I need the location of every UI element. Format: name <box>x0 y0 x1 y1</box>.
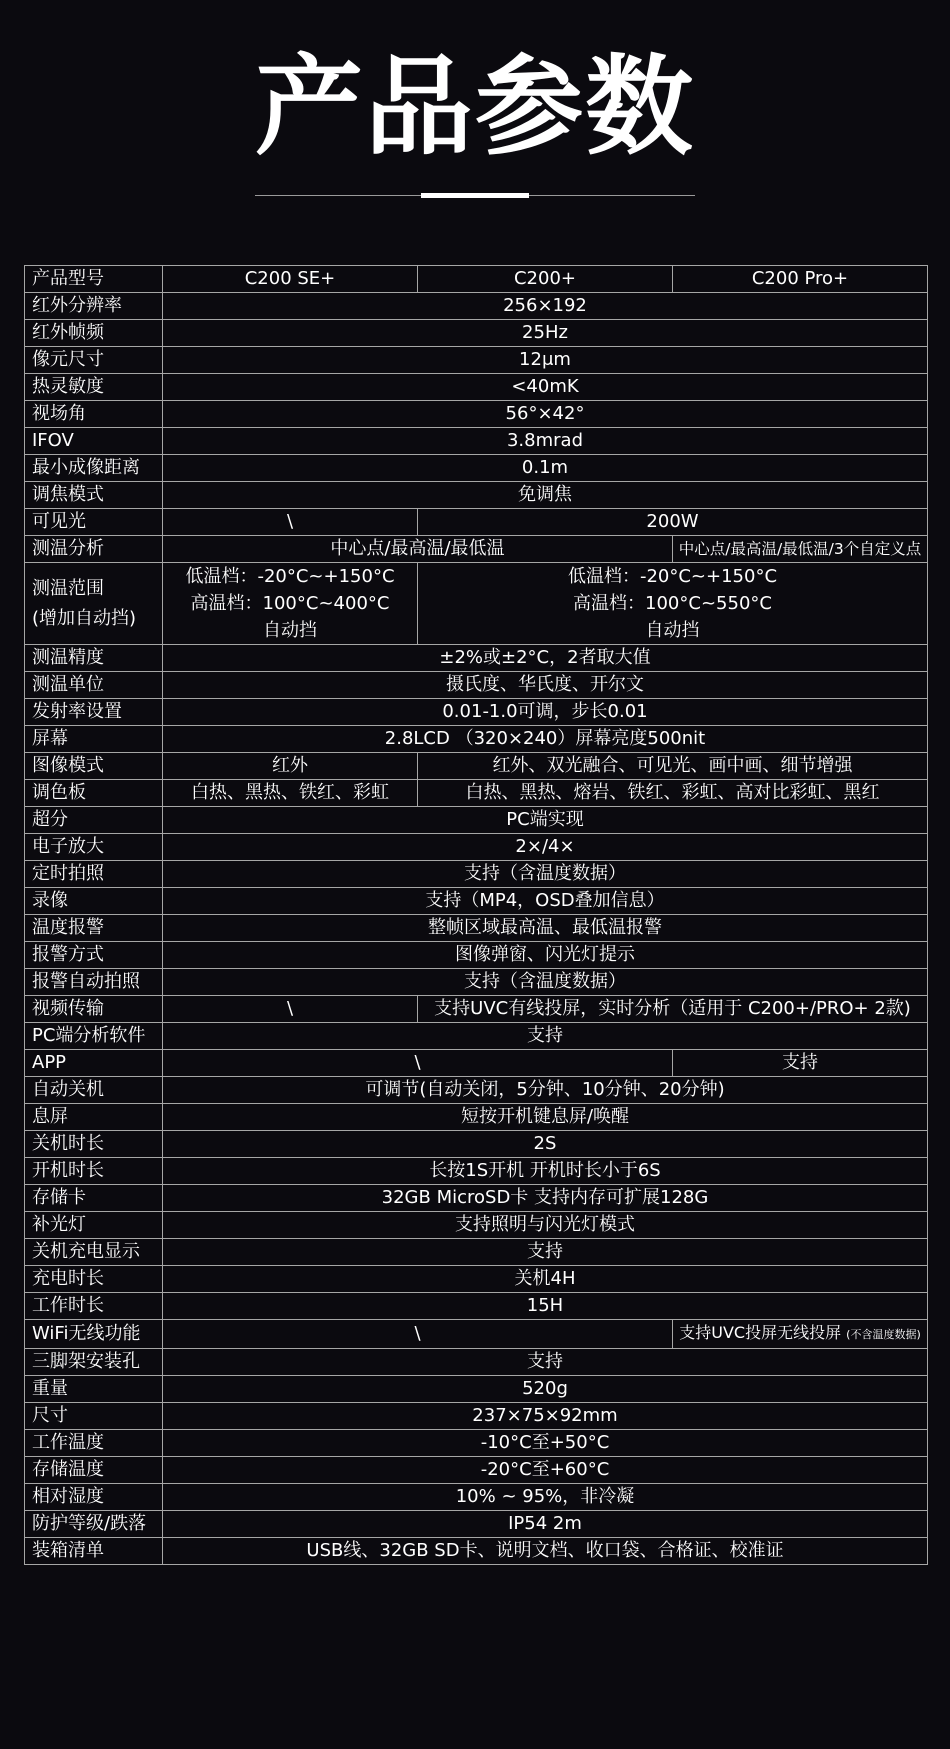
table-row <box>25 1376 928 1403</box>
table-row <box>25 1158 928 1185</box>
spec-label: 关机充电显示 <box>25 1239 163 1266</box>
spec-label: 充电时长 <box>25 1266 163 1293</box>
spec-value: 520g <box>163 1376 928 1403</box>
table-row <box>25 726 928 753</box>
table-row <box>25 1349 928 1376</box>
spec-label: 视场角 <box>25 401 163 428</box>
spec-label: 存储卡 <box>25 1185 163 1212</box>
spec-label: 测温精度 <box>25 645 163 672</box>
spec-value: ±2%或±2°C，2者取大值 <box>163 645 928 672</box>
table-row <box>25 1430 928 1457</box>
table-row <box>25 374 928 401</box>
spec-label: 防护等级/跌落 <box>25 1511 163 1538</box>
spec-value: \ <box>163 1050 673 1077</box>
spec-value: 200W <box>418 509 928 536</box>
table-row <box>25 1131 928 1158</box>
spec-table <box>24 265 928 1565</box>
spec-label: IFOV <box>25 428 163 455</box>
spec-label: 装箱清单 <box>25 1538 163 1565</box>
spec-value: \ <box>163 509 418 536</box>
spec-label: 补光灯 <box>25 1212 163 1239</box>
spec-value: 支持（MP4，OSD叠加信息） <box>163 888 928 915</box>
spec-value: 长按1S开机 开机时长小于6S <box>163 1158 928 1185</box>
spec-value: 红外、双光融合、可见光、画中画、细节增强 <box>418 753 928 780</box>
spec-value: 3.8mrad <box>163 428 928 455</box>
table-row <box>25 455 928 482</box>
table-row <box>25 753 928 780</box>
spec-value: 237×75×92mm <box>163 1403 928 1430</box>
spec-label: 相对湿度 <box>25 1484 163 1511</box>
spec-value: <40mK <box>163 374 928 401</box>
table-row <box>25 320 928 347</box>
spec-value: IP54 2m <box>163 1511 928 1538</box>
spec-value: 短按开机键息屏/唤醒 <box>163 1104 928 1131</box>
table-row <box>25 834 928 861</box>
spec-value: \ <box>163 1320 673 1349</box>
table-row <box>25 482 928 509</box>
spec-label: 尺寸 <box>25 1403 163 1430</box>
spec-value: 中心点/最高温/最低温/3个自定义点 <box>673 536 928 563</box>
spec-label: 最小成像距离 <box>25 455 163 482</box>
table-row <box>25 1293 928 1320</box>
table-row <box>25 1320 928 1349</box>
spec-value-line: 自动挡 <box>645 620 700 641</box>
spec-label: 存储温度 <box>25 1457 163 1484</box>
spec-label: 调焦模式 <box>25 482 163 509</box>
table-row <box>25 672 928 699</box>
table-row <box>25 807 928 834</box>
table-row <box>25 536 928 563</box>
spec-value: 10% ~ 95%，非冷凝 <box>163 1484 928 1511</box>
table-header-row <box>25 266 928 293</box>
table-row <box>25 888 928 915</box>
table-row <box>25 401 928 428</box>
table-row <box>25 563 928 645</box>
table-row <box>25 1484 928 1511</box>
spec-label <box>25 563 163 645</box>
spec-value: 0.1m <box>163 455 928 482</box>
table-row <box>25 1104 928 1131</box>
spec-label: 可见光 <box>25 509 163 536</box>
spec-label: 热灵敏度 <box>25 374 163 401</box>
spec-value: 支持（含温度数据） <box>163 861 928 888</box>
spec-label: 图像模式 <box>25 753 163 780</box>
spec-value: 25Hz <box>163 320 928 347</box>
table-row <box>25 942 928 969</box>
spec-label: 测温分析 <box>25 536 163 563</box>
table-row <box>25 509 928 536</box>
spec-value <box>418 563 928 645</box>
table-row <box>25 969 928 996</box>
spec-label-line: 测温范围 <box>32 577 104 599</box>
table-row <box>25 1266 928 1293</box>
spec-label: 工作温度 <box>25 1430 163 1457</box>
spec-value: 整帧区域最高温、最低温报警 <box>163 915 928 942</box>
table-row <box>25 1511 928 1538</box>
page-title: 产品参数 <box>254 45 695 170</box>
spec-value: 0.01-1.0可调，步长0.01 <box>163 699 928 726</box>
spec-label: 调色板 <box>25 780 163 807</box>
header-label: 产品型号 <box>25 266 163 293</box>
table-row <box>25 1023 928 1050</box>
spec-value: 支持 <box>163 1023 928 1050</box>
table-row <box>25 293 928 320</box>
spec-label: 电子放大 <box>25 834 163 861</box>
spec-value: -20°C至+60°C <box>163 1457 928 1484</box>
table-row <box>25 780 928 807</box>
spec-value: 256×192 <box>163 293 928 320</box>
spec-label: APP <box>25 1050 163 1077</box>
table-row <box>25 1403 928 1430</box>
spec-value: 支持UVC有线投屏，实时分析（适用于 C200+/PRO+ 2款) <box>418 996 928 1023</box>
table-row <box>25 347 928 374</box>
spec-label: 关机时长 <box>25 1131 163 1158</box>
spec-value: 免调焦 <box>163 482 928 509</box>
spec-value: 支持 <box>163 1239 928 1266</box>
model-name: C200 Pro+ <box>673 266 928 293</box>
spec-value-line: 低温档：-20°C~+150°C <box>185 566 395 587</box>
model-name: C200 SE+ <box>163 266 418 293</box>
table-row <box>25 915 928 942</box>
spec-value: 56°×42° <box>163 401 928 428</box>
spec-label: 自动关机 <box>25 1077 163 1104</box>
spec-value-line: 低温档：-20°C~+150°C <box>567 566 778 587</box>
spec-value-line: 高温档：100°C~400°C <box>190 593 390 614</box>
spec-value: 图像弹窗、闪光灯提示 <box>163 942 928 969</box>
spec-value: 支持 <box>673 1050 928 1077</box>
spec-value: 支持 <box>163 1349 928 1376</box>
spec-label: 报警自动拍照 <box>25 969 163 996</box>
spec-label: 息屏 <box>25 1104 163 1131</box>
table-row <box>25 996 928 1023</box>
spec-label: 温度报警 <box>25 915 163 942</box>
title-divider-accent <box>421 193 529 198</box>
table-row <box>25 1212 928 1239</box>
spec-value: 15H <box>163 1293 928 1320</box>
spec-value: \ <box>163 996 418 1023</box>
spec-label: 红外帧频 <box>25 320 163 347</box>
spec-label: 发射率设置 <box>25 699 163 726</box>
table-row <box>25 1457 928 1484</box>
spec-label: 超分 <box>25 807 163 834</box>
spec-label: 录像 <box>25 888 163 915</box>
spec-label: 红外分辨率 <box>25 293 163 320</box>
spec-value: 中心点/最高温/最低温 <box>163 536 673 563</box>
spec-value: -10°C至+50°C <box>163 1430 928 1457</box>
table-row <box>25 645 928 672</box>
spec-label: 重量 <box>25 1376 163 1403</box>
model-name: C200+ <box>418 266 673 293</box>
spec-value-line: 自动挡 <box>263 620 317 641</box>
spec-value: 红外 <box>163 753 418 780</box>
spec-value: PC端实现 <box>163 807 928 834</box>
spec-label: 报警方式 <box>25 942 163 969</box>
spec-value-note: (不含温度数据) <box>846 1328 921 1341</box>
spec-label: 开机时长 <box>25 1158 163 1185</box>
spec-value: 可调节(自动关闭，5分钟、10分钟、20分钟) <box>163 1077 928 1104</box>
table-row <box>25 1077 928 1104</box>
spec-label-line: (增加自动挡) <box>32 607 137 629</box>
table-row <box>25 1538 928 1565</box>
spec-label: 测温单位 <box>25 672 163 699</box>
table-row <box>25 1050 928 1077</box>
spec-value: 支持照明与闪光灯模式 <box>163 1212 928 1239</box>
table-row <box>25 1185 928 1212</box>
table-row <box>25 1239 928 1266</box>
spec-value-line: 高温档：100°C~550°C <box>573 593 772 614</box>
spec-value: 2S <box>163 1131 928 1158</box>
spec-value <box>163 563 418 645</box>
spec-label: 定时拍照 <box>25 861 163 888</box>
spec-value-text: 支持UVC投屏无线投屏 <box>679 1323 842 1342</box>
spec-label: 像元尺寸 <box>25 347 163 374</box>
spec-value <box>673 1320 928 1349</box>
spec-value: 2×/4× <box>163 834 928 861</box>
spec-value: 32GB MicroSD卡 支持内存可扩展128G <box>163 1185 928 1212</box>
spec-label: 工作时长 <box>25 1293 163 1320</box>
spec-value: 摄氏度、华氏度、开尔文 <box>163 672 928 699</box>
spec-value: 12μm <box>163 347 928 374</box>
table-row <box>25 861 928 888</box>
spec-value: 白热、黑热、铁红、彩虹 <box>163 780 418 807</box>
spec-label: 屏幕 <box>25 726 163 753</box>
spec-value: USB线、32GB SD卡、说明文档、收口袋、合格证、校准证 <box>163 1538 928 1565</box>
spec-value: 关机4H <box>163 1266 928 1293</box>
spec-label: 视频传输 <box>25 996 163 1023</box>
table-row <box>25 428 928 455</box>
spec-label: WiFi无线功能 <box>25 1320 163 1349</box>
spec-value: 2.8LCD （320×240）屏幕亮度500nit <box>163 726 928 753</box>
spec-label: 三脚架安装孔 <box>25 1349 163 1376</box>
table-row <box>25 699 928 726</box>
spec-value: 支持（含温度数据） <box>163 969 928 996</box>
spec-label: PC端分析软件 <box>25 1023 163 1050</box>
spec-value: 白热、黑热、熔岩、铁红、彩虹、高对比彩虹、黑红 <box>418 780 928 807</box>
